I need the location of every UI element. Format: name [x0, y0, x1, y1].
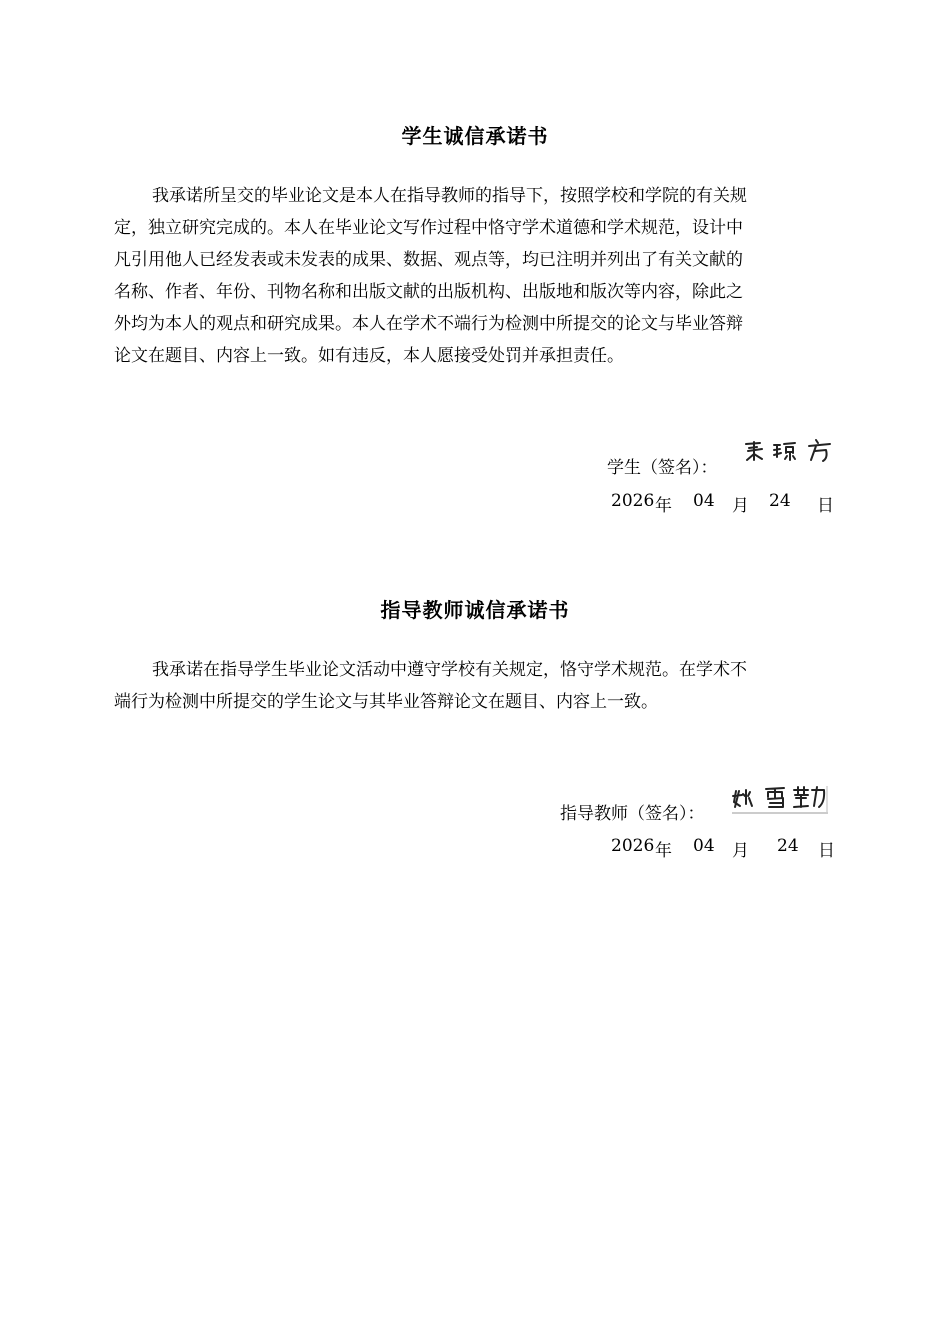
- student-pledge-body: [114, 180, 826, 372]
- teacher-date-month: 04: [693, 836, 715, 856]
- teacher-date-year: 2026: [611, 836, 655, 856]
- student-date: [611, 491, 837, 515]
- teacher-pledge-line: 端行为检测中所提交的学生论文与其毕业答辩论文在题目、内容上一致。: [114, 692, 658, 712]
- teacher-date-year-unit: 年: [655, 841, 672, 861]
- student-sign-label: 学生（签名）：: [607, 458, 718, 478]
- student-pledge-line: 名称、作者、年份、刊物名称和出版文献的出版机构、出版地和版次等内容，除此之: [114, 282, 743, 302]
- student-date-day: 24: [769, 491, 791, 511]
- teacher-date-month-unit: 月: [732, 841, 749, 861]
- student-pledge-title: 学生诚信承诺书: [401, 124, 549, 148]
- teacher-pledge-line: 我承诺在指导学生毕业论文活动中遵守学校有关规定，恪守学术规范。在学术不: [152, 660, 747, 680]
- student-date-month-unit: 月: [732, 496, 749, 516]
- teacher-sign-label: 指导教师（签名）：: [560, 804, 705, 824]
- student-date-day-unit: 日: [817, 496, 834, 516]
- student-signature: [740, 436, 836, 470]
- student-pledge-line: 凡引用他人已经发表或未发表的成果、数据、观点等，均已注明并列出了有关文献的: [114, 250, 743, 270]
- student-pledge-line: 论文在题目、内容上一致。如有违反，本人愿接受处罚并承担责任。: [114, 346, 624, 366]
- teacher-date: [611, 836, 837, 860]
- teacher-pledge-body: [114, 654, 826, 718]
- teacher-date-day: 24: [777, 836, 799, 856]
- teacher-signature: [730, 782, 830, 816]
- student-date-year: 2026: [611, 491, 655, 511]
- student-date-year-unit: 年: [655, 496, 672, 516]
- student-pledge-line: 定，独立研究完成的。本人在毕业论文写作过程中恪守学术道德和学术规范，设计中: [114, 218, 743, 238]
- teacher-pledge-title: 指导教师诚信承诺书: [380, 598, 570, 622]
- student-pledge-line: 外均为本人的观点和研究成果。本人在学术不端行为检测中所提交的论文与毕业答辩: [114, 314, 743, 334]
- teacher-date-day-unit: 日: [818, 841, 835, 861]
- student-pledge-line: 我承诺所呈交的毕业论文是本人在指导教师的指导下，按照学校和学院的有关规: [152, 186, 747, 206]
- student-date-month: 04: [693, 491, 715, 511]
